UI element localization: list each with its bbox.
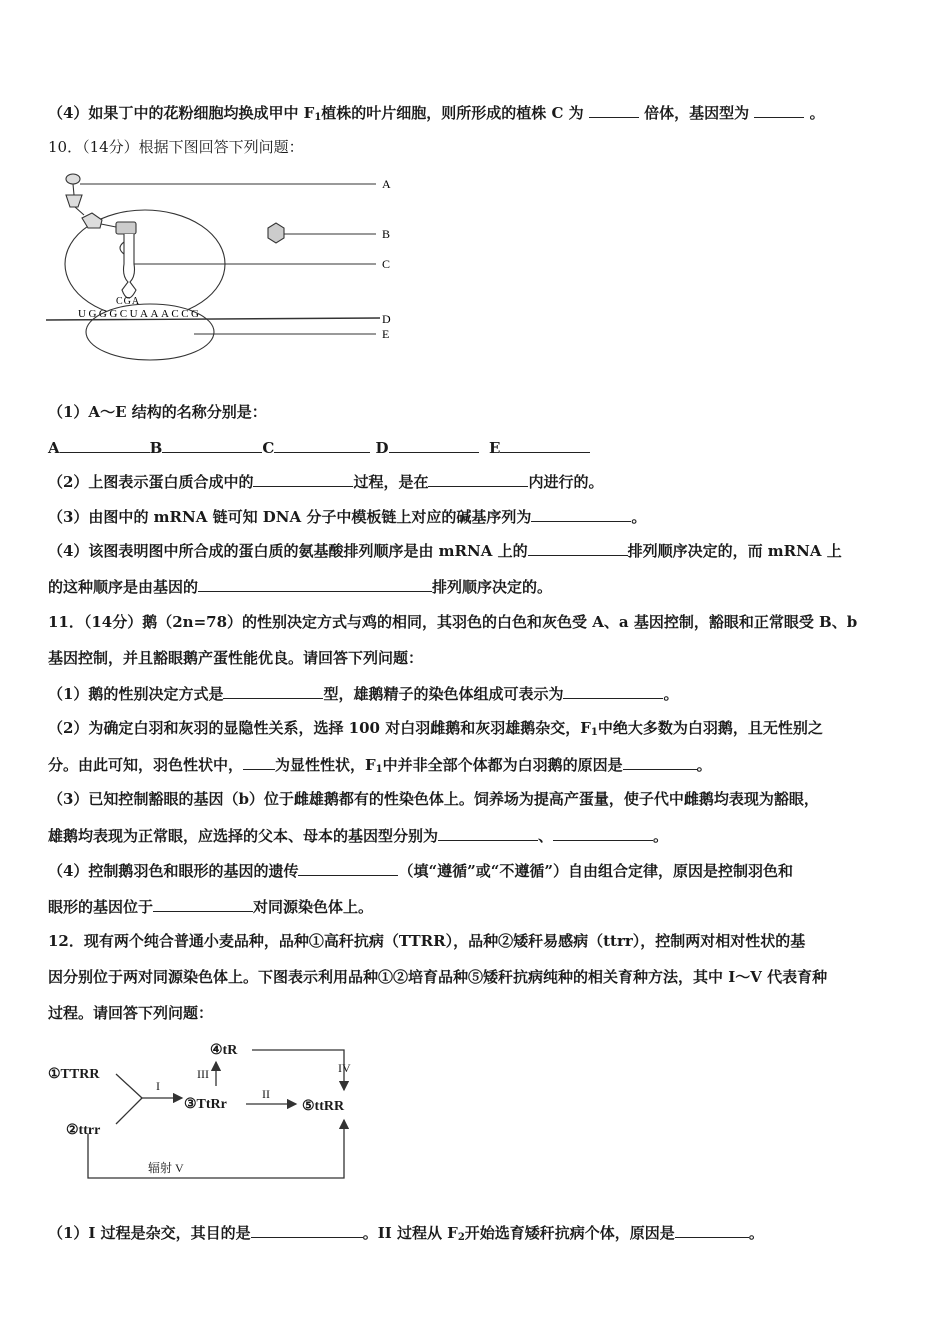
q12-part1-text-c: 开始选育矮秆抗病个体，原因是 bbox=[464, 1224, 675, 1242]
q11-part2-text-f: 。 bbox=[696, 756, 712, 774]
translation-diagram bbox=[44, 168, 404, 368]
q11-part2 bbox=[48, 718, 823, 743]
amino-acid-2 bbox=[66, 195, 82, 207]
node-variety-5: ⑤ttRR bbox=[302, 1099, 345, 1114]
label-d: D bbox=[382, 312, 391, 326]
q12-part1-text-d: 。 bbox=[748, 1224, 764, 1242]
q12-header-text-1: 12．现有两个纯合普通小麦品种，品种①高秆抗病（TTRR），品种②矮秆易感病（ttrr），控制两对相对性状的基 bbox=[48, 932, 806, 950]
answer-blank bbox=[198, 576, 432, 592]
q10-part2 bbox=[48, 471, 603, 492]
q11-part4-cont bbox=[48, 896, 373, 917]
q11-part4-text-b: （填“遵循”或“不遵循”）自由组合定律，原因是控制羽色和 bbox=[398, 862, 793, 880]
label-c: C bbox=[382, 257, 391, 271]
answer-blank bbox=[500, 437, 590, 453]
label-a: A bbox=[382, 177, 391, 191]
q11-part3-text-d: 。 bbox=[653, 827, 669, 845]
mrna-sequence-text: UGGGCUAAACCG bbox=[78, 308, 202, 320]
answer-blank bbox=[162, 437, 262, 453]
q10-part2-text-c: 内进行的。 bbox=[528, 473, 604, 491]
q11-part1-text-a: （1）鹅的性别决定方式是 bbox=[48, 685, 224, 703]
answer-blank bbox=[274, 437, 370, 453]
q10-part1-text: （1）A～E 结构的名称分别是： bbox=[48, 403, 267, 421]
step-v-label: 辐射 V bbox=[148, 1161, 184, 1175]
q12-header-line1 bbox=[48, 931, 805, 951]
answer-blank bbox=[298, 860, 398, 876]
answer-blank bbox=[223, 683, 323, 699]
q10-part4-text-b: 排列顺序决定的，而 mRNA 上 bbox=[627, 542, 842, 560]
q11-part4 bbox=[48, 860, 793, 881]
subscript: 1 bbox=[375, 764, 383, 775]
free-amino-acid bbox=[268, 223, 284, 243]
answer-blank bbox=[251, 1222, 363, 1238]
subscript: 1 bbox=[590, 727, 598, 738]
q12-header-line3 bbox=[48, 1003, 213, 1023]
q11-header-text-2: 基因控制，并且豁眼鹅产蛋性能优良。请回答下列问题： bbox=[48, 649, 424, 667]
q12-part1-text-a: （1）I 过程是杂交，其目的是 bbox=[48, 1224, 251, 1242]
q11-part3 bbox=[48, 789, 819, 809]
blank-label-b: B bbox=[149, 439, 163, 457]
node-variety-3: ③TtRr bbox=[184, 1097, 227, 1112]
q10-part3-text-a: （3）由图中的 mRNA 链可知 DNA 分子中模板链上对应的碱基序列为 bbox=[48, 508, 532, 526]
anticodon-text: CGA bbox=[116, 296, 141, 307]
q11-part4-text-c: 眼形的基因位于 bbox=[48, 898, 154, 916]
answer-blank bbox=[243, 754, 275, 770]
answer-blank bbox=[531, 506, 631, 522]
answer-blank bbox=[389, 437, 479, 453]
q11-part2-text-c: 分。由此可知，羽色性状中， bbox=[48, 756, 244, 774]
q11-part2-text-e: 中并非全部个体都为白羽鹅的原因是 bbox=[382, 756, 623, 774]
q12-part1 bbox=[48, 1222, 764, 1248]
step-iv-label: IV bbox=[338, 1061, 351, 1075]
node-variety-4: ④tR bbox=[210, 1043, 238, 1058]
q11-part2-cont bbox=[48, 754, 712, 780]
q11-part1 bbox=[48, 683, 678, 704]
q11-part4-text-a: （4）控制鹅羽色和眼形的基因的遗传 bbox=[48, 862, 299, 880]
q11-part2-text-d: 为显性性状，F bbox=[275, 756, 376, 774]
q11-header-text-1: 11．（14分）鹅（2n=78）的性别决定方式与鸡的相同，其羽色的白色和灰色受 A、a 基因控制，豁眼和正常眼受 B、b bbox=[48, 613, 858, 631]
answer-blank bbox=[528, 540, 628, 556]
trna bbox=[122, 234, 136, 298]
q11-part2-text-b: 中绝大多数为白羽鹅，且无性别之 bbox=[597, 719, 823, 737]
q10-part4 bbox=[48, 540, 842, 561]
blank-label-a: A bbox=[48, 439, 60, 457]
answer-blank bbox=[153, 896, 253, 912]
blank-label-e: E bbox=[488, 439, 501, 457]
q10-part4-text-a: （4）该图表明图中所合成的蛋白质的氨基酸排列顺序是由 mRNA 上的 bbox=[48, 542, 528, 560]
q11-part4-text-d: 对同源染色体上。 bbox=[253, 898, 374, 916]
q10-part4-text-d: 排列顺序决定的。 bbox=[432, 578, 553, 596]
subscript: 2 bbox=[457, 1232, 465, 1243]
answer-blank bbox=[623, 754, 697, 770]
q10-part4-text-c: 的这种顺序是由基因的 bbox=[48, 578, 199, 596]
q11-part3-cont bbox=[48, 825, 668, 846]
step-i-label: I bbox=[156, 1079, 160, 1093]
q11-part3-text-b: 雄鹅均表现为正常眼，应选择的父本、母本的基因型分别为 bbox=[48, 827, 439, 845]
q10-header-text: 10．（14分）根据下图回答下列问题： bbox=[48, 138, 304, 156]
q12-part1-text-b: 。II 过程从 F bbox=[362, 1224, 458, 1242]
label-b: B bbox=[382, 227, 391, 241]
arrow-v bbox=[88, 1120, 344, 1178]
q10-blanks-row bbox=[48, 437, 590, 458]
q9-part4-text-a: （4）如果丁中的花粉细胞均换成甲中 F bbox=[48, 104, 315, 122]
q11-part1-text-c: 。 bbox=[663, 685, 679, 703]
answer-blank bbox=[438, 825, 538, 841]
answer-blank bbox=[428, 471, 528, 487]
node-variety-2: ②ttrr bbox=[66, 1123, 101, 1138]
answer-blank bbox=[589, 102, 639, 118]
q10-header bbox=[48, 137, 304, 157]
q12-header-line2 bbox=[48, 967, 827, 987]
answer-blank bbox=[563, 683, 663, 699]
step-iii-label: III bbox=[197, 1067, 209, 1081]
answer-blank bbox=[553, 825, 653, 841]
amino-acid-1 bbox=[66, 174, 80, 184]
q11-header-line1 bbox=[48, 612, 857, 632]
step-ii-label: II bbox=[262, 1087, 270, 1101]
q9-part4-text-c: 倍体，基因型为 bbox=[644, 104, 750, 122]
q11-part2-text-a: （2）为确定白羽和灰羽的显隐性关系，选择 100 对白羽雌鹅和灰羽雄鹅杂交，F bbox=[48, 719, 591, 737]
answer-blank bbox=[675, 1222, 749, 1238]
q12-header-text-2: 因分别位于两对同源染色体上。下图表示利用品种①②培育品种⑤矮秆抗病纯种的相关育种方法，其中 I～V 代表育种 bbox=[48, 968, 828, 986]
blank-label-c: C bbox=[262, 439, 275, 457]
q10-part3-text-b: 。 bbox=[631, 508, 647, 526]
q11-part3-text-a: （3）已知控制豁眼的基因（b）位于雌雄鹅都有的性染色体上。饲养场为提高产蛋量，使子代中雌鹅均表现为豁眼， bbox=[48, 790, 819, 808]
q10-part2-text-a: （2）上图表示蛋白质合成中的 bbox=[48, 473, 254, 491]
q10-part1 bbox=[48, 402, 267, 422]
q9-part4-text-d: 。 bbox=[809, 104, 825, 122]
q11-header-line2 bbox=[48, 648, 423, 668]
breeding-diagram bbox=[44, 1036, 384, 1186]
q9-part4-text-b: 植株的叶片细胞，则所形成的植株 C 为 bbox=[321, 104, 584, 122]
q10-part3 bbox=[48, 506, 646, 527]
q9-part4 bbox=[48, 102, 825, 128]
node-variety-1: ①TTRR bbox=[48, 1067, 100, 1082]
answer-blank bbox=[253, 471, 353, 487]
q12-header-text-3: 过程。请回答下列问题： bbox=[48, 1004, 214, 1022]
subscript: 1 bbox=[314, 112, 322, 123]
arrow-iv bbox=[252, 1050, 344, 1090]
q11-part3-text-c: 、 bbox=[538, 827, 554, 845]
q10-part4-cont bbox=[48, 576, 552, 597]
blank-label-d: D bbox=[375, 439, 389, 457]
label-e: E bbox=[382, 327, 390, 341]
answer-blank bbox=[754, 102, 804, 118]
amino-acid-4 bbox=[116, 222, 136, 234]
amino-acid-3 bbox=[82, 213, 102, 228]
q10-part2-text-b: 过程，是在 bbox=[353, 473, 429, 491]
q11-part1-text-b: 型，雄鹅精子的染色体组成可表示为 bbox=[323, 685, 564, 703]
answer-blank bbox=[60, 437, 150, 453]
